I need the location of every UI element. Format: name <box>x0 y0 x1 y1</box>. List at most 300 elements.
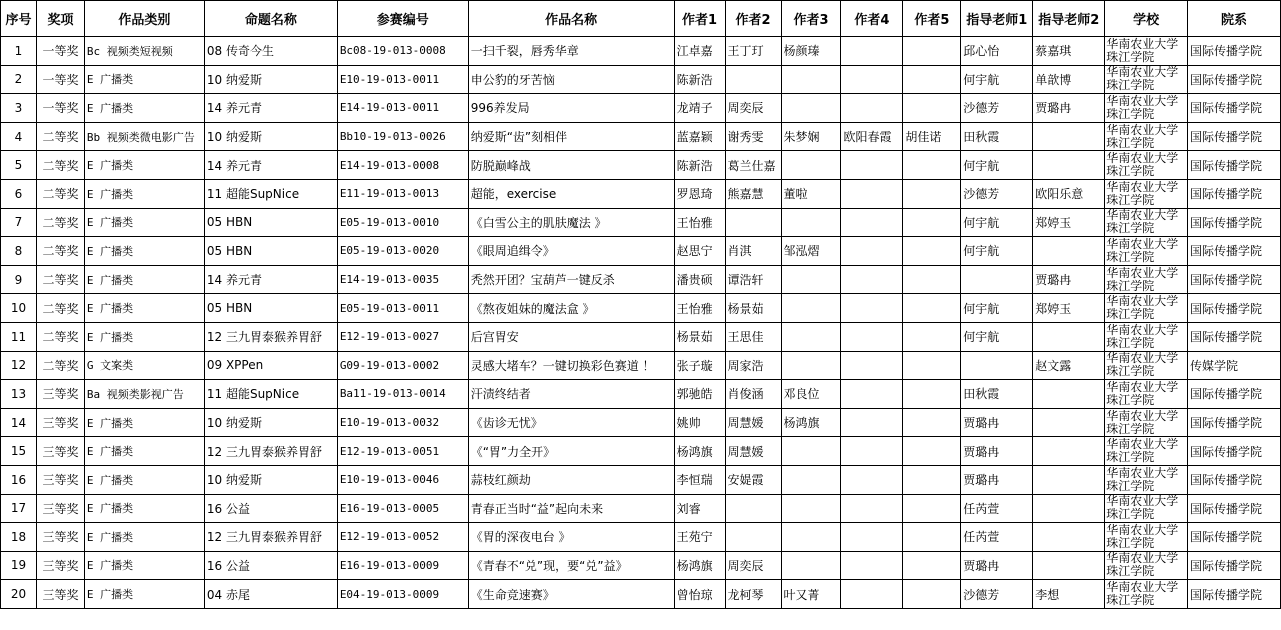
cell-department[interactable]: 国际传播学院 <box>1187 465 1280 494</box>
cell-author-2[interactable]: 安媞霞 <box>725 465 781 494</box>
cell-category[interactable]: E 广播类 <box>84 179 204 208</box>
cell-advisor-1[interactable]: 沙德芳 <box>961 94 1033 123</box>
cell-author-4[interactable] <box>841 465 903 494</box>
cell-school[interactable]: 华南农业大学珠江学院 <box>1105 551 1188 580</box>
cell-seq[interactable]: 18 <box>1 523 37 552</box>
cell-author-3[interactable]: 叶又菁 <box>781 580 841 609</box>
cell-entry-code[interactable]: E10-19-013-0011 <box>337 65 468 94</box>
cell-advisor-1[interactable]: 贾璐冉 <box>961 437 1033 466</box>
cell-school[interactable]: 华南农业大学珠江学院 <box>1105 208 1188 237</box>
cell-author-3[interactable]: 邓良位 <box>781 380 841 409</box>
cell-author-4[interactable] <box>841 351 903 380</box>
cell-work-title[interactable]: 防脱巅峰战 <box>468 151 674 180</box>
cell-seq[interactable]: 13 <box>1 380 37 409</box>
cell-author-3[interactable]: 杨鸿旗 <box>781 408 841 437</box>
cell-entry-code[interactable]: Ba11-19-013-0014 <box>337 380 468 409</box>
cell-author-4[interactable] <box>841 580 903 609</box>
cell-advisor-1[interactable]: 贾璐冉 <box>961 408 1033 437</box>
cell-advisor-2[interactable]: 单歆博 <box>1033 65 1105 94</box>
cell-work-title[interactable]: 《青春不“兑”现，要“兑”益》 <box>468 551 674 580</box>
cell-author-3[interactable] <box>781 94 841 123</box>
cell-work-title[interactable]: 《胃的深夜电台 》 <box>468 523 674 552</box>
cell-school[interactable]: 华南农业大学珠江学院 <box>1105 351 1188 380</box>
column-header-award[interactable]: 奖项 <box>36 1 84 37</box>
cell-author-3[interactable]: 邹泓熠 <box>781 237 841 266</box>
cell-theme[interactable]: 05 HBN <box>204 208 337 237</box>
cell-entry-code[interactable]: E05-19-013-0010 <box>337 208 468 237</box>
cell-seq[interactable]: 9 <box>1 265 37 294</box>
column-header-theme[interactable]: 命题名称 <box>204 1 337 37</box>
cell-work-title[interactable]: 一扫千裂，唇秀华章 <box>468 37 674 66</box>
cell-author-5[interactable] <box>903 380 961 409</box>
cell-seq[interactable]: 8 <box>1 237 37 266</box>
table-row[interactable] <box>1 437 1281 466</box>
cell-entry-code[interactable]: E14-19-013-0011 <box>337 94 468 123</box>
cell-advisor-2[interactable] <box>1033 551 1105 580</box>
cell-advisor-2[interactable] <box>1033 437 1105 466</box>
cell-author-2[interactable]: 王思佳 <box>725 322 781 351</box>
cell-seq[interactable]: 17 <box>1 494 37 523</box>
cell-category[interactable]: E 广播类 <box>84 265 204 294</box>
cell-author-5[interactable] <box>903 465 961 494</box>
cell-author-2[interactable]: 周慧媛 <box>725 408 781 437</box>
cell-seq[interactable]: 16 <box>1 465 37 494</box>
cell-category[interactable]: E 广播类 <box>84 208 204 237</box>
cell-category[interactable]: E 广播类 <box>84 237 204 266</box>
cell-award[interactable]: 二等奖 <box>36 294 84 323</box>
cell-author-1[interactable]: 王苑宁 <box>674 523 725 552</box>
cell-author-4[interactable] <box>841 65 903 94</box>
cell-author-5[interactable] <box>903 65 961 94</box>
cell-author-1[interactable]: 刘睿 <box>674 494 725 523</box>
cell-author-1[interactable]: 龙靖子 <box>674 94 725 123</box>
cell-category[interactable]: E 广播类 <box>84 294 204 323</box>
cell-entry-code[interactable]: E14-19-013-0008 <box>337 151 468 180</box>
cell-author-2[interactable]: 熊嘉慧 <box>725 179 781 208</box>
table-row[interactable] <box>1 380 1281 409</box>
cell-author-2[interactable]: 杨景茹 <box>725 294 781 323</box>
cell-author-1[interactable]: 李恒瑞 <box>674 465 725 494</box>
cell-advisor-2[interactable]: 赵文露 <box>1033 351 1105 380</box>
cell-entry-code[interactable]: E10-19-013-0032 <box>337 408 468 437</box>
cell-author-4[interactable] <box>841 37 903 66</box>
cell-department[interactable]: 国际传播学院 <box>1187 580 1280 609</box>
cell-department[interactable]: 国际传播学院 <box>1187 151 1280 180</box>
cell-author-4[interactable] <box>841 494 903 523</box>
cell-author-2[interactable]: 谭浩轩 <box>725 265 781 294</box>
cell-author-5[interactable] <box>903 151 961 180</box>
cell-work-title[interactable]: 996养发局 <box>468 94 674 123</box>
cell-author-4[interactable] <box>841 523 903 552</box>
cell-author-4[interactable] <box>841 208 903 237</box>
cell-seq[interactable]: 5 <box>1 151 37 180</box>
cell-author-3[interactable]: 杨颜瑧 <box>781 37 841 66</box>
cell-work-title[interactable]: 申公豹的牙苦恼 <box>468 65 674 94</box>
cell-department[interactable]: 国际传播学院 <box>1187 94 1280 123</box>
cell-author-1[interactable]: 王怡雅 <box>674 294 725 323</box>
table-row[interactable] <box>1 351 1281 380</box>
cell-category[interactable]: Ba 视频类影视广告 <box>84 380 204 409</box>
cell-author-5[interactable] <box>903 437 961 466</box>
cell-author-2[interactable]: 周家浩 <box>725 351 781 380</box>
table-row[interactable] <box>1 179 1281 208</box>
cell-author-3[interactable] <box>781 151 841 180</box>
cell-school[interactable]: 华南农业大学珠江学院 <box>1105 322 1188 351</box>
table-row[interactable] <box>1 551 1281 580</box>
cell-advisor-1[interactable]: 贾璐冉 <box>961 465 1033 494</box>
cell-award[interactable]: 二等奖 <box>36 265 84 294</box>
cell-advisor-1[interactable]: 任芮萱 <box>961 494 1033 523</box>
cell-work-title[interactable]: 蒜枝红颜劫 <box>468 465 674 494</box>
cell-author-5[interactable] <box>903 322 961 351</box>
cell-work-title[interactable]: 青春正当时“益”起向未来 <box>468 494 674 523</box>
cell-work-title[interactable]: 后宫胃安 <box>468 322 674 351</box>
cell-award[interactable]: 一等奖 <box>36 37 84 66</box>
cell-author-1[interactable]: 陈新浩 <box>674 65 725 94</box>
cell-work-title[interactable]: 《齿诊无忧》 <box>468 408 674 437</box>
cell-author-4[interactable] <box>841 237 903 266</box>
cell-department[interactable]: 国际传播学院 <box>1187 265 1280 294</box>
cell-school[interactable]: 华南农业大学珠江学院 <box>1105 94 1188 123</box>
cell-author-5[interactable] <box>903 551 961 580</box>
cell-advisor-2[interactable] <box>1033 494 1105 523</box>
cell-department[interactable]: 国际传播学院 <box>1187 551 1280 580</box>
cell-author-2[interactable] <box>725 523 781 552</box>
cell-category[interactable]: Bc 视频类短视频 <box>84 37 204 66</box>
cell-category[interactable]: E 广播类 <box>84 523 204 552</box>
cell-school[interactable]: 华南农业大学珠江学院 <box>1105 37 1188 66</box>
cell-author-3[interactable] <box>781 265 841 294</box>
cell-advisor-1[interactable]: 贾璐冉 <box>961 551 1033 580</box>
cell-author-5[interactable] <box>903 179 961 208</box>
cell-work-title[interactable]: 灵感大堵车？一键切换彩色赛道 ！ <box>468 351 674 380</box>
cell-school[interactable]: 华南农业大学珠江学院 <box>1105 151 1188 180</box>
cell-work-title[interactable]: 超能，exercise <box>468 179 674 208</box>
column-header-advisor-1[interactable]: 指导老师1 <box>961 1 1033 37</box>
cell-department[interactable]: 国际传播学院 <box>1187 408 1280 437</box>
cell-entry-code[interactable]: E10-19-013-0046 <box>337 465 468 494</box>
cell-author-4[interactable] <box>841 437 903 466</box>
cell-theme[interactable]: 11 超能SupNice <box>204 179 337 208</box>
cell-award[interactable]: 三等奖 <box>36 437 84 466</box>
cell-entry-code[interactable]: E11-19-013-0013 <box>337 179 468 208</box>
cell-advisor-1[interactable]: 邱心怡 <box>961 37 1033 66</box>
cell-author-1[interactable]: 潘贵硕 <box>674 265 725 294</box>
cell-advisor-2[interactable] <box>1033 122 1105 151</box>
cell-author-5[interactable] <box>903 580 961 609</box>
table-row[interactable] <box>1 465 1281 494</box>
table-row[interactable] <box>1 265 1281 294</box>
cell-school[interactable]: 华南农业大学珠江学院 <box>1105 65 1188 94</box>
cell-author-5[interactable] <box>903 37 961 66</box>
cell-school[interactable]: 华南农业大学珠江学院 <box>1105 237 1188 266</box>
cell-advisor-1[interactable]: 沙德芳 <box>961 580 1033 609</box>
column-header-author-3[interactable]: 作者3 <box>781 1 841 37</box>
cell-entry-code[interactable]: E12-19-013-0027 <box>337 322 468 351</box>
cell-author-2[interactable]: 肖淇 <box>725 237 781 266</box>
cell-advisor-1[interactable]: 何宇航 <box>961 322 1033 351</box>
cell-entry-code[interactable]: E05-19-013-0011 <box>337 294 468 323</box>
cell-author-3[interactable] <box>781 523 841 552</box>
cell-author-1[interactable]: 罗恩琦 <box>674 179 725 208</box>
cell-theme[interactable]: 14 养元青 <box>204 94 337 123</box>
cell-author-3[interactable]: 朱梦娴 <box>781 122 841 151</box>
column-header-school[interactable]: 学校 <box>1105 1 1188 37</box>
cell-work-title[interactable]: 纳爱斯“齿”刻相伴 <box>468 122 674 151</box>
cell-seq[interactable]: 4 <box>1 122 37 151</box>
cell-department[interactable]: 国际传播学院 <box>1187 208 1280 237</box>
cell-award[interactable]: 三等奖 <box>36 408 84 437</box>
cell-theme[interactable]: 11 超能SupNice <box>204 380 337 409</box>
cell-author-5[interactable] <box>903 494 961 523</box>
cell-author-2[interactable]: 周奕辰 <box>725 551 781 580</box>
cell-theme[interactable]: 09 XPPen <box>204 351 337 380</box>
cell-author-4[interactable] <box>841 94 903 123</box>
cell-award[interactable]: 一等奖 <box>36 94 84 123</box>
cell-school[interactable]: 华南农业大学珠江学院 <box>1105 380 1188 409</box>
cell-work-title[interactable]: 《熬夜姐妹的魔法盒 》 <box>468 294 674 323</box>
column-header-seq[interactable]: 序号 <box>1 1 37 37</box>
cell-seq[interactable]: 15 <box>1 437 37 466</box>
cell-advisor-1[interactable]: 何宇航 <box>961 151 1033 180</box>
cell-advisor-2[interactable] <box>1033 523 1105 552</box>
cell-advisor-1[interactable]: 何宇航 <box>961 237 1033 266</box>
cell-author-3[interactable] <box>781 294 841 323</box>
cell-author-4[interactable] <box>841 179 903 208</box>
cell-entry-code[interactable]: E12-19-013-0051 <box>337 437 468 466</box>
cell-category[interactable]: G 文案类 <box>84 351 204 380</box>
cell-seq[interactable]: 19 <box>1 551 37 580</box>
cell-advisor-2[interactable]: 郑婷玉 <box>1033 208 1105 237</box>
cell-award[interactable]: 二等奖 <box>36 122 84 151</box>
column-header-author-5[interactable]: 作者5 <box>903 1 961 37</box>
cell-entry-code[interactable]: E12-19-013-0052 <box>337 523 468 552</box>
cell-advisor-2[interactable]: 郑婷玉 <box>1033 294 1105 323</box>
cell-author-5[interactable] <box>903 208 961 237</box>
cell-award[interactable]: 二等奖 <box>36 351 84 380</box>
cell-author-3[interactable] <box>781 322 841 351</box>
cell-school[interactable]: 华南农业大学珠江学院 <box>1105 179 1188 208</box>
cell-author-5[interactable] <box>903 351 961 380</box>
table-row[interactable] <box>1 151 1281 180</box>
cell-author-5[interactable] <box>903 408 961 437</box>
cell-author-4[interactable] <box>841 265 903 294</box>
table-row[interactable] <box>1 580 1281 609</box>
cell-seq[interactable]: 6 <box>1 179 37 208</box>
cell-author-3[interactable] <box>781 437 841 466</box>
cell-author-4[interactable]: 欧阳春霞 <box>841 122 903 151</box>
cell-category[interactable]: E 广播类 <box>84 437 204 466</box>
table-row[interactable] <box>1 37 1281 66</box>
cell-author-5[interactable] <box>903 523 961 552</box>
cell-department[interactable]: 国际传播学院 <box>1187 494 1280 523</box>
cell-author-1[interactable]: 杨鸿旗 <box>674 437 725 466</box>
cell-award[interactable]: 三等奖 <box>36 580 84 609</box>
cell-author-4[interactable] <box>841 294 903 323</box>
cell-advisor-1[interactable]: 沙德芳 <box>961 179 1033 208</box>
cell-author-2[interactable]: 周奕辰 <box>725 94 781 123</box>
cell-award[interactable]: 二等奖 <box>36 179 84 208</box>
cell-advisor-2[interactable]: 贾璐冉 <box>1033 94 1105 123</box>
cell-author-5[interactable] <box>903 265 961 294</box>
column-header-author-4[interactable]: 作者4 <box>841 1 903 37</box>
cell-theme[interactable]: 12 三九胃泰猴养胃舒 <box>204 322 337 351</box>
cell-advisor-2[interactable] <box>1033 380 1105 409</box>
cell-department[interactable]: 国际传播学院 <box>1187 294 1280 323</box>
cell-award[interactable]: 二等奖 <box>36 151 84 180</box>
cell-award[interactable]: 一等奖 <box>36 65 84 94</box>
cell-seq[interactable]: 20 <box>1 580 37 609</box>
cell-entry-code[interactable]: E04-19-013-0009 <box>337 580 468 609</box>
cell-school[interactable]: 华南农业大学珠江学院 <box>1105 265 1188 294</box>
cell-advisor-2[interactable] <box>1033 465 1105 494</box>
cell-department[interactable]: 国际传播学院 <box>1187 179 1280 208</box>
cell-author-3[interactable] <box>781 465 841 494</box>
cell-theme[interactable]: 10 纳爱斯 <box>204 65 337 94</box>
cell-theme[interactable]: 12 三九胃泰猴养胃舒 <box>204 437 337 466</box>
cell-department[interactable]: 国际传播学院 <box>1187 380 1280 409</box>
cell-theme[interactable]: 04 赤尾 <box>204 580 337 609</box>
table-row[interactable] <box>1 122 1281 151</box>
table-row[interactable] <box>1 94 1281 123</box>
cell-advisor-1[interactable]: 何宇航 <box>961 65 1033 94</box>
cell-school[interactable]: 华南农业大学珠江学院 <box>1105 437 1188 466</box>
cell-advisor-1[interactable]: 田秋霞 <box>961 380 1033 409</box>
cell-category[interactable]: E 广播类 <box>84 551 204 580</box>
cell-author-5[interactable]: 胡佳诺 <box>903 122 961 151</box>
cell-author-2[interactable]: 葛兰仕嘉 <box>725 151 781 180</box>
column-header-author-1[interactable]: 作者1 <box>674 1 725 37</box>
cell-award[interactable]: 三等奖 <box>36 465 84 494</box>
cell-department[interactable]: 国际传播学院 <box>1187 237 1280 266</box>
table-row[interactable] <box>1 65 1281 94</box>
cell-work-title[interactable]: 汗渍终结者 <box>468 380 674 409</box>
cell-entry-code[interactable]: Bc08-19-013-0008 <box>337 37 468 66</box>
cell-theme[interactable]: 16 公益 <box>204 494 337 523</box>
cell-author-3[interactable]: 董啦 <box>781 179 841 208</box>
cell-seq[interactable]: 2 <box>1 65 37 94</box>
cell-category[interactable]: E 广播类 <box>84 94 204 123</box>
cell-author-2[interactable]: 肖俊涵 <box>725 380 781 409</box>
cell-award[interactable]: 二等奖 <box>36 208 84 237</box>
cell-advisor-1[interactable]: 何宇航 <box>961 294 1033 323</box>
cell-author-5[interactable] <box>903 294 961 323</box>
cell-author-4[interactable] <box>841 151 903 180</box>
cell-seq[interactable]: 1 <box>1 37 37 66</box>
cell-author-2[interactable]: 龙柯琴 <box>725 580 781 609</box>
cell-author-1[interactable]: 赵思宁 <box>674 237 725 266</box>
cell-author-3[interactable] <box>781 551 841 580</box>
cell-award[interactable]: 三等奖 <box>36 523 84 552</box>
cell-author-2[interactable] <box>725 208 781 237</box>
cell-work-title[interactable]: 《眼周追缉令》 <box>468 237 674 266</box>
cell-author-2[interactable]: 王丁玎 <box>725 37 781 66</box>
cell-award[interactable]: 二等奖 <box>36 237 84 266</box>
table-row[interactable] <box>1 408 1281 437</box>
cell-theme[interactable]: 12 三九胃泰猴养胃舒 <box>204 523 337 552</box>
cell-department[interactable]: 传媒学院 <box>1187 351 1280 380</box>
cell-work-title[interactable]: 《“胃”力全开》 <box>468 437 674 466</box>
cell-advisor-2[interactable] <box>1033 151 1105 180</box>
cell-entry-code[interactable]: E16-19-013-0005 <box>337 494 468 523</box>
cell-author-5[interactable] <box>903 237 961 266</box>
cell-department[interactable]: 国际传播学院 <box>1187 437 1280 466</box>
cell-theme[interactable]: 10 纳爱斯 <box>204 408 337 437</box>
cell-category[interactable]: E 广播类 <box>84 408 204 437</box>
cell-advisor-1[interactable] <box>961 265 1033 294</box>
cell-author-4[interactable] <box>841 322 903 351</box>
cell-seq[interactable]: 12 <box>1 351 37 380</box>
cell-advisor-1[interactable]: 任芮萱 <box>961 523 1033 552</box>
cell-author-3[interactable] <box>781 65 841 94</box>
table-row[interactable] <box>1 523 1281 552</box>
cell-advisor-2[interactable] <box>1033 322 1105 351</box>
cell-author-3[interactable] <box>781 208 841 237</box>
column-header-category[interactable]: 作品类别 <box>84 1 204 37</box>
cell-advisor-2[interactable] <box>1033 408 1105 437</box>
cell-author-2[interactable] <box>725 494 781 523</box>
cell-seq[interactable]: 7 <box>1 208 37 237</box>
table-row[interactable] <box>1 294 1281 323</box>
cell-author-1[interactable]: 郭驰皓 <box>674 380 725 409</box>
cell-advisor-2[interactable]: 贾璐冉 <box>1033 265 1105 294</box>
cell-entry-code[interactable]: G09-19-013-0002 <box>337 351 468 380</box>
column-header-department[interactable]: 院系 <box>1187 1 1280 37</box>
cell-school[interactable]: 华南农业大学珠江学院 <box>1105 465 1188 494</box>
cell-advisor-2[interactable]: 蔡嘉琪 <box>1033 37 1105 66</box>
column-header-work-title[interactable]: 作品名称 <box>468 1 674 37</box>
cell-award[interactable]: 三等奖 <box>36 494 84 523</box>
cell-school[interactable]: 华南农业大学珠江学院 <box>1105 523 1188 552</box>
cell-theme[interactable]: 08 传奇今生 <box>204 37 337 66</box>
cell-seq[interactable]: 14 <box>1 408 37 437</box>
cell-award[interactable]: 二等奖 <box>36 322 84 351</box>
cell-school[interactable]: 华南农业大学珠江学院 <box>1105 294 1188 323</box>
cell-entry-code[interactable]: Bb10-19-013-0026 <box>337 122 468 151</box>
cell-author-1[interactable]: 杨鸿旗 <box>674 551 725 580</box>
cell-department[interactable]: 国际传播学院 <box>1187 523 1280 552</box>
cell-theme[interactable]: 10 纳爱斯 <box>204 465 337 494</box>
cell-theme[interactable]: 05 HBN <box>204 294 337 323</box>
cell-advisor-2[interactable]: 欧阳乐意 <box>1033 179 1105 208</box>
cell-author-1[interactable]: 蓝嘉颖 <box>674 122 725 151</box>
cell-category[interactable]: E 广播类 <box>84 580 204 609</box>
cell-theme[interactable]: 16 公益 <box>204 551 337 580</box>
cell-award[interactable]: 三等奖 <box>36 380 84 409</box>
cell-author-1[interactable]: 陈新浩 <box>674 151 725 180</box>
cell-theme[interactable]: 14 养元青 <box>204 151 337 180</box>
cell-category[interactable]: E 广播类 <box>84 494 204 523</box>
table-row[interactable] <box>1 208 1281 237</box>
cell-author-1[interactable]: 江卓嘉 <box>674 37 725 66</box>
cell-department[interactable]: 国际传播学院 <box>1187 37 1280 66</box>
cell-entry-code[interactable]: E14-19-013-0035 <box>337 265 468 294</box>
cell-author-3[interactable] <box>781 351 841 380</box>
table-row[interactable] <box>1 237 1281 266</box>
cell-theme[interactable]: 05 HBN <box>204 237 337 266</box>
cell-category[interactable]: Bb 视频类微电影广告 <box>84 122 204 151</box>
cell-advisor-1[interactable]: 田秋霞 <box>961 122 1033 151</box>
cell-category[interactable]: E 广播类 <box>84 465 204 494</box>
cell-entry-code[interactable]: E05-19-013-0020 <box>337 237 468 266</box>
cell-school[interactable]: 华南农业大学珠江学院 <box>1105 494 1188 523</box>
cell-advisor-2[interactable]: 李想 <box>1033 580 1105 609</box>
cell-author-2[interactable]: 周慧媛 <box>725 437 781 466</box>
cell-work-title[interactable]: 秃然开团？宝葫芦一键反杀 <box>468 265 674 294</box>
cell-advisor-2[interactable] <box>1033 237 1105 266</box>
cell-theme[interactable]: 10 纳爱斯 <box>204 122 337 151</box>
table-row[interactable] <box>1 494 1281 523</box>
